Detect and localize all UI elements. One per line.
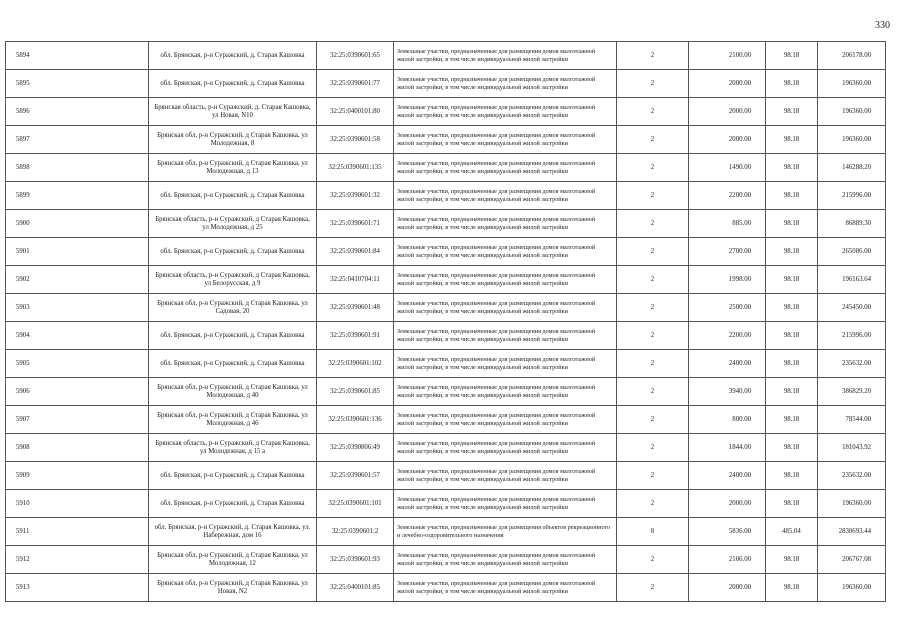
address-cell: Брянская обл, р-н Суражский, д Старая Кашовка, ул Молодежная, 8 (149, 126, 317, 154)
category-cell: 2 (617, 378, 689, 406)
area-cell: 2200.00 (689, 322, 766, 350)
category-cell: 2 (617, 154, 689, 182)
row-number-cell: 5902 (6, 266, 149, 294)
cadastral-value-cell: 86889.30 (818, 210, 886, 238)
cadastral-value-cell: 196360.00 (818, 126, 886, 154)
row-number-cell: 5898 (6, 154, 149, 182)
category-cell: 2 (617, 322, 689, 350)
land-use-cell: Земельные участки, предназначенные для размещения домов малоэтажной жилой застройки, в том числе индивидуальной жилой застройки (394, 434, 617, 462)
row-number-cell: 5909 (6, 462, 149, 490)
row-number-cell: 5896 (6, 98, 149, 126)
land-use-cell: Земельные участки, предназначенные для размещения домов малоэтажной жилой застройки, в том числе индивидуальной жилой застройки (394, 490, 617, 518)
cadastral-number-cell: 32:25:0390601:91 (317, 322, 394, 350)
rate-cell: 98.18 (766, 378, 818, 406)
rate-cell: 98.18 (766, 126, 818, 154)
table-row (6, 462, 886, 490)
table-row (6, 98, 886, 126)
table-row (6, 182, 886, 210)
land-use-cell: Земельные участки, предназначенные для размещения домов малоэтажной жилой застройки, в том числе индивидуальной жилой застройки (394, 210, 617, 238)
cadastral-value-cell: 181043.92 (818, 434, 886, 462)
address-cell: обл. Брянская, р-н Суражский, д. Старая Кашовка (149, 182, 317, 210)
address-cell: обл. Брянская, р-н Суражский, д. Старая Кашовка (149, 490, 317, 518)
rate-cell: 98.18 (766, 210, 818, 238)
cadastral-number-cell: 32:25:0390601:57 (317, 462, 394, 490)
land-use-cell: Земельные участки, предназначенные для размещения домов малоэтажной жилой застройки, в том числе индивидуальной жилой застройки (394, 182, 617, 210)
rate-cell: 98.18 (766, 574, 818, 602)
cadastral-number-cell: 32:25:0390601:93 (317, 546, 394, 574)
cadastral-number-cell: 32:25:0400101:80 (317, 98, 394, 126)
category-cell: 2 (617, 546, 689, 574)
address-cell: обл. Брянская, р-н Суражский, д. Старая Кашовка, ул. Набережная, дом 16 (149, 518, 317, 546)
cadastral-number-cell: 32:25:0390601:101 (317, 490, 394, 518)
category-cell: 2 (617, 294, 689, 322)
cadastral-number-cell: 32:25:0390601:85 (317, 378, 394, 406)
area-cell: 2500.00 (689, 294, 766, 322)
area-cell: 2000.00 (689, 574, 766, 602)
area-cell: 1844.00 (689, 434, 766, 462)
cadastral-value-cell: 196163.64 (818, 266, 886, 294)
cadastral-number-cell: 32:25:0390601:48 (317, 294, 394, 322)
cadastral-number-cell: 32:25:0390601:136 (317, 406, 394, 434)
land-use-cell: Земельные участки, предназначенные для размещения домов малоэтажной жилой застройки, в том числе индивидуальной жилой застройки (394, 574, 617, 602)
land-use-cell: Земельные участки, предназначенные для размещения домов малоэтажной жилой застройки, в том числе индивидуальной жилой застройки (394, 154, 617, 182)
cadastral-number-cell: 32:25:0390601:71 (317, 210, 394, 238)
table-row (6, 434, 886, 462)
land-use-cell: Земельные участки, предназначенные для размещения домов малоэтажной жилой застройки, в том числе индивидуальной жилой застройки (394, 350, 617, 378)
row-number-cell: 5910 (6, 490, 149, 518)
category-cell: 2 (617, 98, 689, 126)
area-cell: 885.00 (689, 210, 766, 238)
row-number-cell: 5903 (6, 294, 149, 322)
area-cell: 2106.00 (689, 546, 766, 574)
land-use-cell: Земельные участки, предназначенные для размещения домов малоэтажной жилой застройки, в том числе индивидуальной жилой застройки (394, 322, 617, 350)
row-number-cell: 5899 (6, 182, 149, 210)
table-row (6, 350, 886, 378)
cadastral-number-cell: 32:25:0390601:77 (317, 70, 394, 98)
rate-cell: 98.18 (766, 182, 818, 210)
table-row (6, 126, 886, 154)
category-cell: 2 (617, 42, 689, 70)
rate-cell: 98.18 (766, 98, 818, 126)
row-number-cell: 5905 (6, 350, 149, 378)
area-cell: 2000.00 (689, 70, 766, 98)
area-cell: 2100.00 (689, 42, 766, 70)
cadastral-table (5, 41, 886, 602)
cadastral-value-cell: 215996.00 (818, 322, 886, 350)
address-cell: Брянская обл, р-н Суражский, д Старая Кашовка, ул Садовая, 20 (149, 294, 317, 322)
cadastral-number-cell: 32:25:0390601:32 (317, 182, 394, 210)
address-cell: Брянская область, р-н Суражский, д Старая Кашовка, ул Молодежная, д 15 а (149, 434, 317, 462)
table-row (6, 238, 886, 266)
address-cell: Брянская обл, р-н Суражский, д Старая Кашовка, ул Новая, N2 (149, 574, 317, 602)
cadastral-number-cell: 32:25:0400101:85 (317, 574, 394, 602)
land-use-cell: Земельные участки, предназначенные для размещения домов малоэтажной жилой застройки, в том числе индивидуальной жилой застройки (394, 294, 617, 322)
area-cell: 2700.00 (689, 238, 766, 266)
category-cell: 2 (617, 462, 689, 490)
category-cell: 2 (617, 350, 689, 378)
cadastral-number-cell: 32:25:0390601:84 (317, 238, 394, 266)
category-cell: 2 (617, 434, 689, 462)
cadastral-number-cell: 32:25:0410704:11 (317, 266, 394, 294)
table-row (6, 490, 886, 518)
cadastral-value-cell: 235632.00 (818, 350, 886, 378)
area-cell: 2000.00 (689, 98, 766, 126)
cadastral-value-cell: 196360.00 (818, 70, 886, 98)
row-number-cell: 5913 (6, 574, 149, 602)
cadastral-value-cell: 196360.00 (818, 98, 886, 126)
address-cell: Брянская область, р-н Суражский, д. Старая Кашовка, ул Новая, N10 (149, 98, 317, 126)
cadastral-value-cell: 2830693.44 (818, 518, 886, 546)
land-use-cell: Земельные участки, предназначенные для размещения домов малоэтажной жилой застройки, в том числе индивидуальной жилой застройки (394, 266, 617, 294)
category-cell: 2 (617, 126, 689, 154)
category-cell: 2 (617, 574, 689, 602)
table-row (6, 210, 886, 238)
page-number: 330 (875, 20, 890, 31)
table-row (6, 406, 886, 434)
row-number-cell: 5912 (6, 546, 149, 574)
land-use-cell: Земельные участки, предназначенные для размещения домов малоэтажной жилой застройки, в том числе индивидуальной жилой застройки (394, 238, 617, 266)
rate-cell: 98.18 (766, 266, 818, 294)
row-number-cell: 5908 (6, 434, 149, 462)
cadastral-value-cell: 206767.08 (818, 546, 886, 574)
cadastral-value-cell: 146288.20 (818, 154, 886, 182)
area-cell: 2000.00 (689, 126, 766, 154)
row-number-cell: 5900 (6, 210, 149, 238)
area-cell: 5836.00 (689, 518, 766, 546)
category-cell: 2 (617, 70, 689, 98)
category-cell: 2 (617, 238, 689, 266)
cadastral-number-cell: 32:25:0390806:49 (317, 434, 394, 462)
table-row (6, 322, 886, 350)
cadastral-value-cell: 78544.00 (818, 406, 886, 434)
row-number-cell: 5906 (6, 378, 149, 406)
category-cell: 2 (617, 210, 689, 238)
row-number-cell: 5895 (6, 70, 149, 98)
address-cell: Брянская обл, р-н Суражский, д Старая Кашовка, ул Молодежная, д 13 (149, 154, 317, 182)
cadastral-value-cell: 235632.00 (818, 462, 886, 490)
rate-cell: 98.18 (766, 322, 818, 350)
row-number-cell: 5894 (6, 42, 149, 70)
cadastral-value-cell: 206178.00 (818, 42, 886, 70)
row-number-cell: 5904 (6, 322, 149, 350)
area-cell: 2400.00 (689, 350, 766, 378)
cadastral-value-cell: 196360.00 (818, 490, 886, 518)
cadastral-value-cell: 196360.00 (818, 574, 886, 602)
address-cell: обл. Брянская, р-н Суражский, д. Старая Кашовка (149, 350, 317, 378)
address-cell: обл. Брянская, р-н Суражский, д. Старая Кашовка (149, 70, 317, 98)
table-row (6, 294, 886, 322)
land-use-cell: Земельные участки, предназначенные для размещения домов малоэтажной жилой застройки, в том числе индивидуальной жилой застройки (394, 546, 617, 574)
rate-cell: 98.18 (766, 238, 818, 266)
area-cell: 3940.00 (689, 378, 766, 406)
address-cell: Брянская обл, р-н Суражский, д Старая Кашовка, ул Молодежная, 12 (149, 546, 317, 574)
rate-cell: 485.04 (766, 518, 818, 546)
rate-cell: 98.18 (766, 350, 818, 378)
rate-cell: 98.18 (766, 70, 818, 98)
land-use-cell: Земельные участки, предназначенные для размещения объектов рекреационного и лечебно-оздоровительного назначения (394, 518, 617, 546)
cadastral-value-cell: 245450.00 (818, 294, 886, 322)
cadastral-value-cell: 215996.00 (818, 182, 886, 210)
land-use-cell: Земельные участки, предназначенные для размещения домов малоэтажной жилой застройки, в том числе индивидуальной жилой застройки (394, 462, 617, 490)
address-cell: Брянская область, р-н Суражский, д Старая Кашовка, ул Молодежная, д 25 (149, 210, 317, 238)
rate-cell: 98.18 (766, 42, 818, 70)
land-use-cell: Земельные участки, предназначенные для размещения домов малоэтажной жилой застройки, в том числе индивидуальной жилой застройки (394, 70, 617, 98)
row-number-cell: 5907 (6, 406, 149, 434)
address-cell: Брянская обл, р-н Суражский, д Старая Кашовка, ул Молодежная, д 40 (149, 378, 317, 406)
area-cell: 800.00 (689, 406, 766, 434)
rate-cell: 98.18 (766, 406, 818, 434)
cadastral-value-cell: 386829.20 (818, 378, 886, 406)
row-number-cell: 5897 (6, 126, 149, 154)
category-cell: 2 (617, 182, 689, 210)
rate-cell: 98.18 (766, 546, 818, 574)
land-use-cell: Земельные участки, предназначенные для размещения домов малоэтажной жилой застройки, в том числе индивидуальной жилой застройки (394, 406, 617, 434)
table-row (6, 266, 886, 294)
category-cell: 2 (617, 266, 689, 294)
area-cell: 2200.00 (689, 182, 766, 210)
table-row (6, 378, 886, 406)
land-use-cell: Земельные участки, предназначенные для размещения домов малоэтажной жилой застройки, в том числе индивидуальной жилой застройки (394, 126, 617, 154)
category-cell: 8 (617, 518, 689, 546)
address-cell: обл. Брянская, р-н Суражский, д. Старая Кашовка (149, 42, 317, 70)
row-number-cell: 5901 (6, 238, 149, 266)
rate-cell: 98.18 (766, 462, 818, 490)
land-use-cell: Земельные участки, предназначенные для размещения домов малоэтажной жилой застройки, в том числе индивидуальной жилой застройки (394, 42, 617, 70)
area-cell: 1998.00 (689, 266, 766, 294)
table-body (6, 42, 886, 602)
land-use-cell: Земельные участки, предназначенные для размещения домов малоэтажной жилой застройки, в том числе индивидуальной жилой застройки (394, 98, 617, 126)
category-cell: 2 (617, 490, 689, 518)
table-row (6, 574, 886, 602)
address-cell: Брянская обл, р-н Суражский, д Старая Кашовка, ул Молодежная, д 46 (149, 406, 317, 434)
address-cell: Брянская область, р-н Суражский, д Старая Кашовка, ул Белорусская, д 9 (149, 266, 317, 294)
address-cell: обл. Брянская, р-н Суражский, д. Старая Кашовка (149, 322, 317, 350)
cadastral-number-cell: 32:25:0390601:135 (317, 154, 394, 182)
category-cell: 2 (617, 406, 689, 434)
address-cell: обл. Брянская, р-н Суражский, д. Старая Кашовка (149, 462, 317, 490)
cadastral-number-cell: 32:25:0390601:102 (317, 350, 394, 378)
land-use-cell: Земельные участки, предназначенные для размещения домов малоэтажной жилой застройки, в том числе индивидуальной жилой застройки (394, 378, 617, 406)
table-row (6, 518, 886, 546)
table-row (6, 154, 886, 182)
area-cell: 2000.00 (689, 490, 766, 518)
table-row (6, 42, 886, 70)
cadastral-number-cell: 32:25:0390601:58 (317, 126, 394, 154)
cadastral-value-cell: 265086.00 (818, 238, 886, 266)
row-number-cell: 5911 (6, 518, 149, 546)
table-row (6, 546, 886, 574)
rate-cell: 98.18 (766, 154, 818, 182)
area-cell: 1490.00 (689, 154, 766, 182)
rate-cell: 98.18 (766, 434, 818, 462)
rate-cell: 98.18 (766, 294, 818, 322)
cadastral-number-cell: 32:25:0390601:2 (317, 518, 394, 546)
table-row (6, 70, 886, 98)
rate-cell: 98.18 (766, 490, 818, 518)
cadastral-number-cell: 32:25:0390601:65 (317, 42, 394, 70)
area-cell: 2400.00 (689, 462, 766, 490)
address-cell: обл. Брянская, р-н Суражский, д. Старая Кашовка (149, 238, 317, 266)
